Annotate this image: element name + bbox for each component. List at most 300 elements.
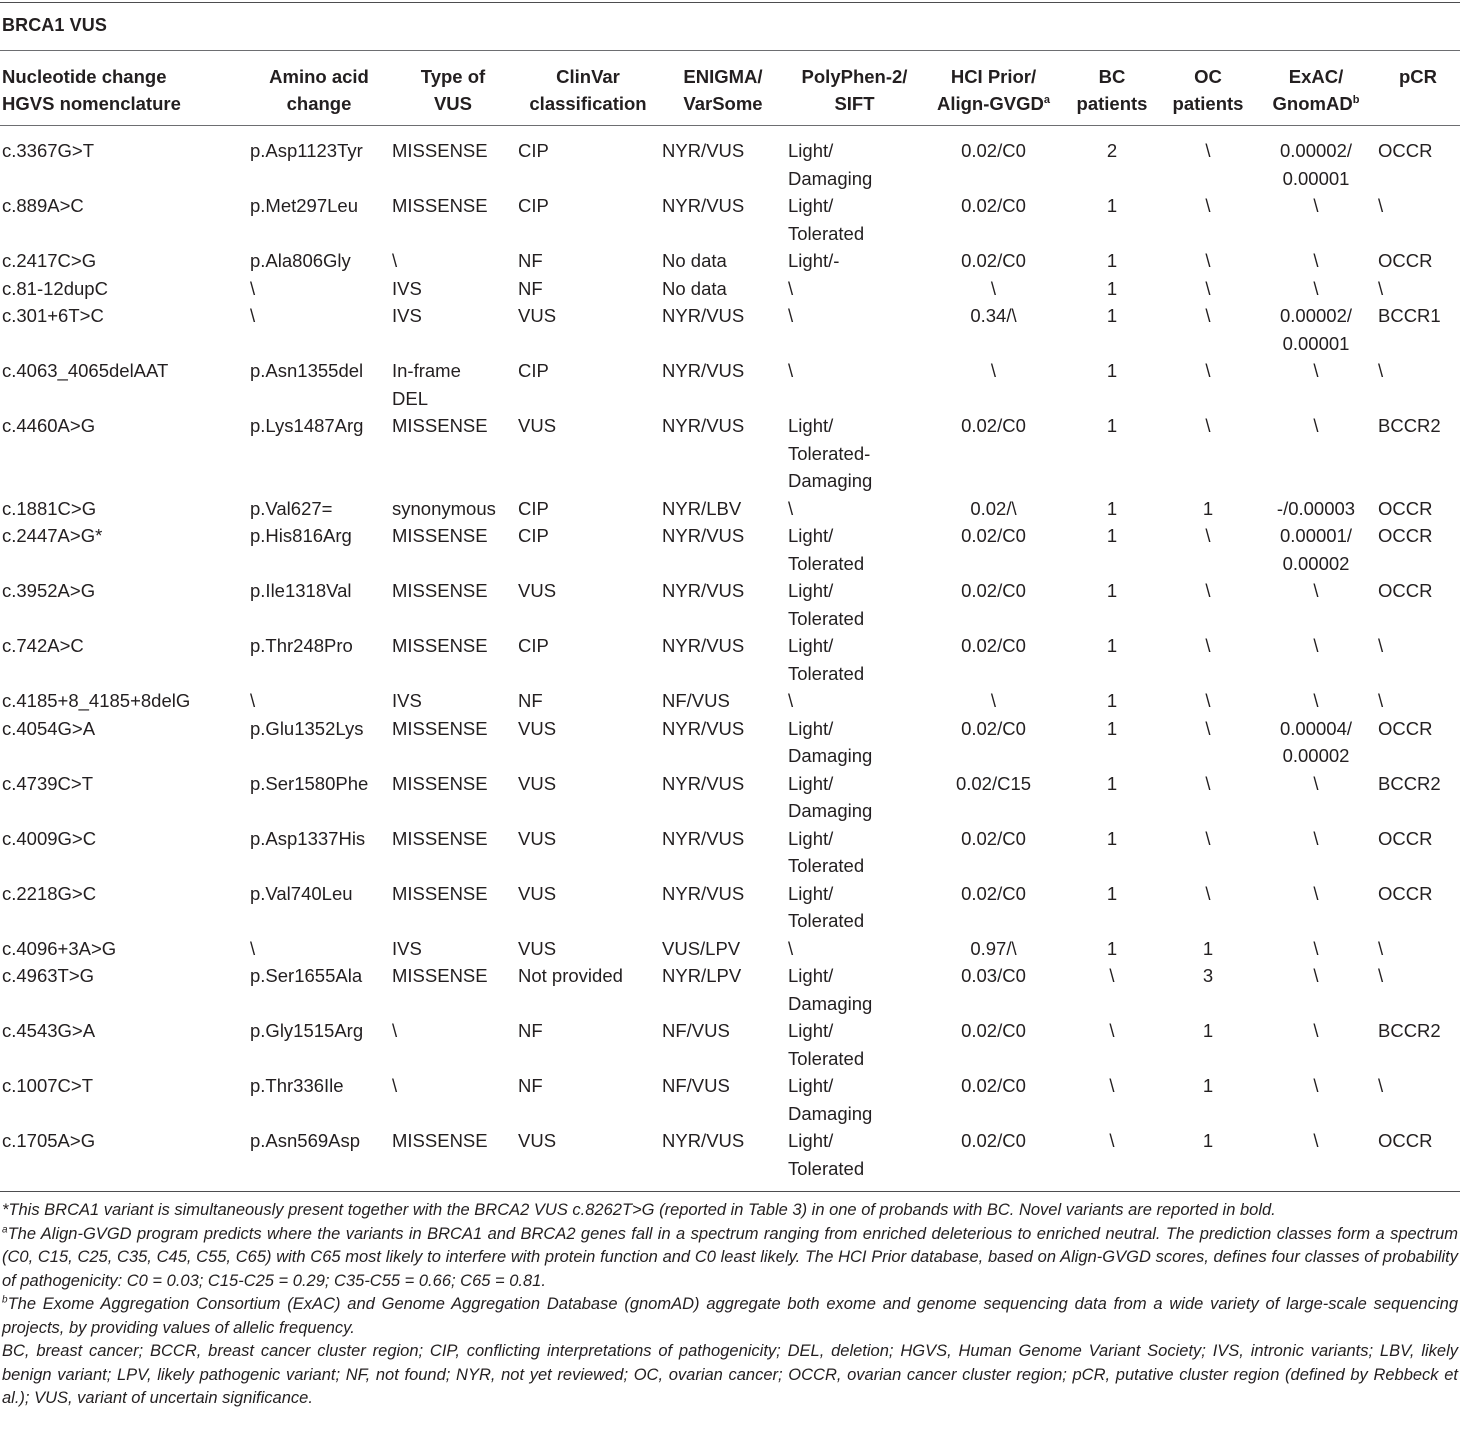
cell-hci-prior-align-gvgd: 0.02/C0 [961, 415, 1026, 436]
cell-amino-acid-change: p.Thr336Ile [250, 1075, 344, 1096]
cell-polyphen-sift: Light/ Tolerated [788, 580, 865, 629]
cell-exac-gnomad: \ [1313, 1020, 1319, 1041]
cell-pcr: OCCR [1378, 1130, 1433, 1151]
cell-clinvar-classification: VUS [518, 717, 557, 739]
cell-hci-prior-align-gvgd: 0.02/C0 [961, 717, 1026, 739]
table-row [0, 715, 1460, 770]
header-line2: change [286, 93, 352, 114]
cell-enigma-varsome: NYR/VUS [662, 305, 745, 326]
cell-amino-acid-change: p.Ser1580Phe [250, 772, 369, 794]
variants-table [0, 60, 1460, 1182]
cell-polyphen-sift: Light/ Tolerated [788, 635, 865, 684]
table-row [0, 522, 1460, 577]
cell-clinvar-classification: NF [518, 277, 543, 299]
column-header-clinvar-classification [516, 60, 660, 126]
cell-amino-acid-change: p.Lys1487Arg [250, 415, 364, 436]
cell-bc-patients: 1 [1106, 717, 1118, 739]
header-line2: patients [1172, 93, 1244, 114]
header-line1: ExAC/ [1288, 66, 1344, 87]
cell-oc-patients: 1 [1202, 1075, 1214, 1096]
cell-oc-patients: \ [1205, 717, 1211, 739]
cell-hci-prior-align-gvgd: 0.02/C0 [961, 250, 1026, 271]
cell-vus-type: MISSENSE [392, 772, 488, 794]
cell-oc-patients: \ [1205, 360, 1211, 381]
cell-exac-gnomad: \ [1313, 827, 1319, 849]
column-header-exac-gnomad [1256, 60, 1376, 126]
cell-bc-patients: 1 [1106, 305, 1118, 326]
cell-polyphen-sift: \ [788, 497, 794, 519]
cell-polyphen-sift: Light/ Damaging [788, 1075, 873, 1124]
cell-amino-acid-change: p.Val740Leu [250, 882, 353, 904]
cell-pcr: \ [1378, 690, 1384, 711]
bottom-rule [0, 1191, 1460, 1192]
cell-amino-acid-change: \ [250, 277, 256, 299]
cell-vus-type: MISSENSE [392, 195, 488, 216]
cell-vus-type: MISSENSE [392, 827, 488, 849]
cell-enigma-varsome: NF/VUS [662, 1020, 730, 1041]
cell-exac-gnomad: \ [1313, 580, 1319, 601]
table-row [0, 1017, 1460, 1072]
cell-nucleotide-change: c.4739C>T [2, 772, 94, 794]
cell-hci-prior-align-gvgd: \ [990, 360, 997, 381]
cell-pcr: BCCR2 [1378, 1020, 1441, 1041]
table-row [0, 825, 1460, 880]
cell-enigma-varsome: NYR/LPV [662, 965, 742, 986]
cell-clinvar-classification: NF [518, 1020, 543, 1041]
cell-oc-patients: 1 [1202, 937, 1214, 959]
cell-oc-patients: 1 [1202, 1020, 1214, 1041]
table-row [0, 247, 1460, 275]
cell-vus-type: MISSENSE [392, 415, 488, 436]
cell-polyphen-sift: Light/- [788, 250, 840, 271]
cell-exac-gnomad: \ [1313, 690, 1319, 711]
cell-bc-patients: 1 [1106, 277, 1118, 299]
table-row [0, 770, 1460, 825]
cell-vus-type: MISSENSE [392, 525, 488, 546]
header-line1: Amino acid [269, 66, 369, 87]
cell-enigma-varsome: NYR/VUS [662, 882, 745, 904]
cell-oc-patients: \ [1205, 772, 1211, 794]
cell-bc-patients: 1 [1106, 690, 1118, 711]
cell-amino-acid-change: p.His816Arg [250, 525, 352, 546]
cell-amino-acid-change: p.Glu1352Lys [250, 717, 364, 739]
cell-hci-prior-align-gvgd: 0.02/C0 [961, 635, 1026, 656]
cell-clinvar-classification: VUS [518, 882, 557, 904]
cell-pcr: OCCR [1378, 525, 1433, 546]
cell-vus-type: IVS [392, 277, 422, 299]
cell-pcr: \ [1378, 277, 1384, 299]
cell-vus-type: IVS [392, 690, 422, 711]
cell-exac-gnomad: \ [1313, 360, 1319, 381]
cell-bc-patients: 2 [1106, 140, 1118, 161]
table-row [0, 632, 1460, 687]
cell-polyphen-sift: Light/ Damaging [788, 140, 873, 189]
cell-hci-prior-align-gvgd: 0.03/C0 [961, 965, 1026, 986]
cell-polyphen-sift: \ [788, 937, 794, 959]
cell-pcr: OCCR [1378, 882, 1433, 904]
cell-amino-acid-change: p.Met297Leu [250, 195, 359, 216]
footnote-text: *This BRCA1 variant is simultaneously present together with the BRCA2 VUS c.8262T>G (reported in Table 3) in one of probands with BC. Novel variants are reported in bold. [2, 1201, 1276, 1219]
cell-nucleotide-change: c.1007C>T [2, 1075, 94, 1096]
cell-nucleotide-change: c.4009G>C [2, 827, 97, 849]
table-row [0, 495, 1460, 523]
cell-hci-prior-align-gvgd: \ [990, 690, 997, 711]
table-row [0, 275, 1460, 303]
cell-exac-gnomad: \ [1313, 772, 1319, 794]
cell-polyphen-sift: Light/ Tolerated [788, 525, 865, 574]
cell-bc-patients: 1 [1106, 580, 1118, 601]
cell-exac-gnomad: 0.00004/ 0.00002 [1279, 717, 1352, 766]
cell-nucleotide-change: c.4063_4065delAAT [2, 360, 169, 381]
cell-exac-gnomad: \ [1313, 250, 1319, 271]
cell-exac-gnomad: 0.00002/ 0.00001 [1279, 305, 1352, 354]
cell-hci-prior-align-gvgd: 0.02/C0 [961, 827, 1026, 849]
cell-hci-prior-align-gvgd: 0.02/\ [970, 497, 1017, 519]
cell-oc-patients: \ [1205, 580, 1211, 601]
cell-enigma-varsome: NYR/VUS [662, 717, 745, 739]
cell-amino-acid-change: p.Asp1337His [250, 827, 366, 849]
footnote-marker: b [2, 1294, 8, 1306]
cell-nucleotide-change: c.2218G>C [2, 882, 97, 904]
cell-nucleotide-change: c.4096+3A>G [2, 937, 117, 959]
cell-hci-prior-align-gvgd: 0.02/C15 [955, 772, 1032, 794]
header-line1: PolyPhen-2/ [801, 66, 908, 87]
cell-polyphen-sift: Light/ Tolerated [788, 827, 865, 876]
cell-pcr: OCCR [1378, 827, 1433, 849]
column-header-polyphen-sift [786, 60, 923, 126]
section-title: BRCA1 VUS [2, 15, 107, 35]
cell-bc-patients: 1 [1106, 525, 1118, 546]
cell-oc-patients: \ [1205, 690, 1211, 711]
cell-bc-patients: \ [1109, 965, 1115, 986]
cell-amino-acid-change: p.Thr248Pro [250, 635, 353, 656]
cell-hci-prior-align-gvgd: 0.02/C0 [961, 1020, 1026, 1041]
header-line2: HGVS nomenclature [2, 93, 181, 114]
cell-vus-type: \ [392, 250, 398, 271]
cell-bc-patients: 1 [1106, 415, 1118, 436]
footnote-text: The Align-GVGD program predicts where the variants in BRCA1 and BRCA2 genes fall in a spectrum ranging from enriched deleterious to enriched neutral. The prediction classes form a spectrum (C0, C15, C25, C35, C45, C55, C65) with C65 most likely to interfere with protein function and C0 least likely. The HCI Prior database, based on Align-GVGD scores, defines four classes of probability of pathogenicity: C0 = 0.03; C15-C25 = 0.29; C35-C55 = 0.66; C65 = 0.81. [2, 1224, 1458, 1290]
cell-enigma-varsome: NYR/VUS [662, 827, 745, 849]
header-line1: ENIGMA/ [683, 66, 763, 87]
cell-polyphen-sift: Light/ Tolerated [788, 1020, 865, 1069]
cell-pcr: \ [1378, 965, 1384, 986]
top-rule [0, 2, 1460, 3]
column-header-nucleotide-change [0, 60, 248, 126]
cell-bc-patients: \ [1109, 1075, 1115, 1096]
cell-vus-type: \ [392, 1075, 398, 1096]
cell-amino-acid-change: p.Asn569Asp [250, 1130, 361, 1151]
cell-amino-acid-change: \ [250, 937, 256, 959]
cell-bc-patients: \ [1109, 1130, 1115, 1151]
cell-exac-gnomad: \ [1313, 195, 1319, 216]
cell-oc-patients: \ [1205, 635, 1211, 656]
cell-polyphen-sift: Light/ Damaging [788, 772, 873, 821]
header-line1: BC [1098, 66, 1126, 87]
table-row [0, 412, 1460, 495]
header-line2: VUS [433, 93, 473, 114]
cell-pcr: OCCR [1378, 580, 1433, 601]
header-line2: VarSome [683, 93, 763, 114]
cell-amino-acid-change: p.Asp1123Tyr [250, 140, 363, 161]
cell-vus-type: MISSENSE [392, 965, 488, 986]
cell-pcr: OCCR [1378, 250, 1433, 271]
cell-oc-patients: \ [1205, 250, 1211, 271]
column-header-hci-prior-align-gvgd [923, 60, 1064, 126]
cell-pcr: \ [1378, 360, 1384, 381]
cell-hci-prior-align-gvgd: 0.02/C0 [961, 580, 1026, 601]
cell-polyphen-sift: \ [788, 690, 794, 711]
cell-oc-patients: \ [1205, 415, 1211, 436]
cell-hci-prior-align-gvgd: 0.02/C0 [961, 525, 1026, 546]
cell-oc-patients: \ [1205, 195, 1211, 216]
table-row [0, 577, 1460, 632]
header-rule [0, 125, 1460, 126]
cell-enigma-varsome: NF/VUS [662, 1075, 730, 1096]
cell-polyphen-sift: \ [788, 360, 794, 381]
cell-nucleotide-change: c.1881C>G [2, 497, 97, 519]
cell-enigma-varsome: NYR/VUS [662, 772, 745, 794]
header-line2: SIFT [834, 93, 875, 114]
cell-bc-patients: 1 [1106, 497, 1118, 519]
cell-amino-acid-change: p.Val627= [250, 497, 333, 519]
cell-exac-gnomad: \ [1313, 277, 1319, 299]
cell-pcr: OCCR [1378, 497, 1433, 519]
cell-pcr: OCCR [1378, 717, 1433, 739]
footnote [2, 1223, 1458, 1294]
header-row [0, 60, 1460, 126]
cell-enigma-varsome: NYR/VUS [662, 525, 745, 546]
header-line1: OC [1194, 66, 1222, 87]
cell-vus-type: MISSENSE [392, 140, 488, 161]
cell-pcr: BCCR2 [1378, 772, 1441, 794]
cell-exac-gnomad: \ [1313, 1130, 1319, 1151]
cell-nucleotide-change: c.889A>C [2, 195, 84, 216]
cell-polyphen-sift: \ [788, 305, 794, 326]
cell-hci-prior-align-gvgd: 0.97/\ [970, 937, 1017, 959]
cell-vus-type: MISSENSE [392, 580, 488, 601]
cell-oc-patients: \ [1205, 305, 1211, 326]
cell-clinvar-classification: CIP [518, 525, 549, 546]
column-header-oc-patients [1160, 60, 1256, 126]
header-footnote-marker: b [1352, 93, 1360, 106]
cell-bc-patients: 1 [1106, 882, 1118, 904]
cell-clinvar-classification: VUS [518, 937, 557, 959]
cell-vus-type: MISSENSE [392, 635, 488, 656]
cell-clinvar-classification: NF [518, 690, 543, 711]
cell-enigma-varsome: No data [662, 250, 727, 271]
cell-pcr: OCCR [1378, 140, 1433, 161]
cell-enigma-varsome: No data [662, 277, 727, 299]
cell-polyphen-sift: \ [788, 277, 794, 299]
footnote-marker: a [2, 1224, 8, 1235]
cell-clinvar-classification: VUS [518, 415, 557, 436]
column-header-bc-patients [1064, 60, 1160, 126]
cell-bc-patients: 1 [1106, 360, 1118, 381]
cell-bc-patients: \ [1109, 1020, 1115, 1041]
cell-clinvar-classification: VUS [518, 827, 557, 849]
cell-clinvar-classification: NF [518, 250, 543, 271]
header-footnote-marker: a [1043, 93, 1050, 106]
cell-oc-patients: \ [1205, 882, 1211, 904]
cell-clinvar-classification: VUS [518, 580, 557, 601]
cell-oc-patients: \ [1205, 525, 1211, 546]
cell-hci-prior-align-gvgd: 0.02/C0 [961, 882, 1026, 904]
cell-amino-acid-change: p.Ile1318Val [250, 580, 352, 601]
cell-pcr: BCCR1 [1378, 305, 1441, 326]
table-row [0, 302, 1460, 357]
cell-amino-acid-change: p.Gly1515Arg [250, 1020, 364, 1041]
cell-enigma-varsome: NYR/VUS [662, 415, 745, 436]
cell-hci-prior-align-gvgd: 0.34/\ [970, 305, 1017, 326]
footnote [2, 1340, 1458, 1411]
footnote-text: The Exome Aggregation Consortium (ExAC) and Genome Aggregation Database (gnomAD) aggregate both exome and genome sequencing data from a wide variety of large-scale sequencing projects, by providing values of allelic frequency. [2, 1295, 1458, 1337]
cell-pcr: \ [1378, 937, 1384, 959]
cell-clinvar-classification: CIP [518, 140, 549, 161]
cell-amino-acid-change: p.Ser1655Ala [250, 965, 363, 986]
table-row [0, 687, 1460, 715]
cell-bc-patients: 1 [1106, 937, 1118, 959]
table-row [0, 935, 1460, 963]
footnotes [2, 1199, 1458, 1411]
cell-bc-patients: 1 [1106, 635, 1118, 656]
cell-clinvar-classification: Not provided [518, 965, 623, 986]
cell-nucleotide-change: c.742A>C [2, 635, 84, 656]
header-line1: ClinVar [556, 66, 620, 87]
cell-polyphen-sift: Light/ Tolerated [788, 882, 865, 931]
cell-exac-gnomad: \ [1313, 415, 1319, 436]
column-header-enigma-varsome [660, 60, 786, 126]
table-row [0, 880, 1460, 935]
cell-nucleotide-change: c.3367G>T [2, 140, 95, 161]
cell-nucleotide-change: c.1705A>G [2, 1130, 96, 1151]
cell-hci-prior-align-gvgd: 0.02/C0 [961, 195, 1026, 216]
cell-bc-patients: 1 [1106, 250, 1118, 271]
cell-clinvar-classification: VUS [518, 772, 557, 794]
cell-pcr: \ [1378, 1075, 1384, 1096]
cell-vus-type: In-frame DEL [392, 360, 461, 409]
table-body [0, 126, 1460, 1182]
cell-enigma-varsome: NYR/VUS [662, 1130, 745, 1151]
cell-exac-gnomad: 0.00002/ 0.00001 [1279, 140, 1352, 189]
cell-amino-acid-change: \ [250, 690, 256, 711]
cell-enigma-varsome: NF/VUS [662, 690, 730, 711]
cell-enigma-varsome: NYR/VUS [662, 360, 745, 381]
cell-nucleotide-change: c.4185+8_4185+8delG [2, 690, 191, 711]
cell-vus-type: MISSENSE [392, 1130, 488, 1151]
cell-clinvar-classification: NF [518, 1075, 543, 1096]
cell-exac-gnomad: -/0.00003 [1276, 497, 1356, 519]
cell-clinvar-classification: VUS [518, 1130, 557, 1151]
cell-oc-patients: \ [1205, 277, 1211, 299]
cell-pcr: \ [1378, 635, 1384, 656]
cell-vus-type: \ [392, 1020, 398, 1041]
table-row [0, 962, 1460, 1017]
header-line1: HCI Prior/ [950, 66, 1037, 87]
footnote [2, 1199, 1458, 1223]
cell-bc-patients: 1 [1106, 772, 1118, 794]
cell-oc-patients: \ [1205, 140, 1211, 161]
cell-vus-type: IVS [392, 937, 422, 959]
cell-polyphen-sift: Light/ Tolerated [788, 1130, 865, 1179]
table-row [0, 357, 1460, 412]
cell-exac-gnomad: \ [1313, 635, 1319, 656]
footnote [2, 1293, 1458, 1340]
cell-polyphen-sift: Light/ Tolerated- Damaging [788, 415, 873, 491]
header-line2: patients [1076, 93, 1148, 114]
cell-exac-gnomad: \ [1313, 882, 1319, 904]
cell-polyphen-sift: Light/ Damaging [788, 965, 873, 1014]
cell-clinvar-classification: CIP [518, 360, 549, 381]
cell-exac-gnomad: \ [1313, 1075, 1319, 1096]
cell-enigma-varsome: VUS/LPV [662, 937, 741, 959]
cell-oc-patients: \ [1205, 827, 1211, 849]
header-line1: Type of [420, 66, 486, 87]
cell-exac-gnomad: 0.00001/ 0.00002 [1279, 525, 1352, 574]
cell-nucleotide-change: c.301+6T>C [2, 305, 104, 326]
cell-oc-patients: 1 [1202, 497, 1214, 519]
cell-pcr: BCCR2 [1378, 415, 1441, 436]
cell-nucleotide-change: c.4963T>G [2, 965, 95, 986]
cell-nucleotide-change: c.81-12dupC [2, 277, 108, 299]
cell-amino-acid-change: p.Asn1355del [250, 360, 364, 381]
cell-hci-prior-align-gvgd: \ [990, 277, 997, 299]
title-rule [0, 50, 1460, 51]
cell-clinvar-classification: CIP [518, 195, 549, 216]
cell-vus-type: IVS [392, 305, 422, 326]
table-row [0, 126, 1460, 192]
cell-clinvar-classification: VUS [518, 305, 557, 326]
cell-oc-patients: 1 [1202, 1130, 1214, 1151]
cell-clinvar-classification: CIP [518, 497, 549, 519]
column-header-amino-acid-change [248, 60, 390, 126]
cell-pcr: \ [1378, 195, 1384, 216]
cell-enigma-varsome: NYR/VUS [662, 580, 745, 601]
column-header-vus-type [390, 60, 516, 126]
cell-amino-acid-change: \ [250, 305, 256, 326]
cell-nucleotide-change: c.4054G>A [2, 717, 96, 739]
cell-enigma-varsome: NYR/VUS [662, 140, 745, 161]
header-line1: pCR [1398, 66, 1438, 87]
cell-vus-type: MISSENSE [392, 717, 488, 739]
cell-clinvar-classification: CIP [518, 635, 549, 656]
footnote-text: BC, breast cancer; BCCR, breast cancer cluster region; CIP, conflicting interpretations of pathogenicity; DEL, deletion; HGVS, Human Genome Variant Society; IVS, intronic variants; LBV, likely benign variant; LPV, likely pathogenic variant; NF, not found; NYR, not yet reviewed; OC, ovarian cancer; OCCR, ovarian cancer cluster region; pCR, putative cluster region (defined by Rebbeck et al.); VUS, variant of uncertain significance. [2, 1342, 1458, 1407]
cell-enigma-varsome: NYR/VUS [662, 195, 745, 216]
table-row [0, 192, 1460, 247]
cell-amino-acid-change: p.Ala806Gly [250, 250, 351, 271]
cell-bc-patients: 1 [1106, 195, 1118, 216]
header-line2: classification [529, 93, 647, 114]
cell-nucleotide-change: c.3952A>G [2, 580, 96, 601]
cell-nucleotide-change: c.4543G>A [2, 1020, 96, 1041]
cell-polyphen-sift: Light/ Damaging [788, 717, 873, 766]
cell-hci-prior-align-gvgd: 0.02/C0 [961, 1130, 1026, 1151]
cell-exac-gnomad: \ [1313, 937, 1319, 959]
header-line2: Align-GVGD [936, 93, 1044, 114]
header-line1: Nucleotide change [2, 66, 167, 87]
cell-oc-patients: 3 [1202, 965, 1214, 986]
cell-nucleotide-change: c.2417C>G [2, 250, 97, 271]
table-row [0, 1127, 1460, 1182]
cell-vus-type: synonymous [392, 497, 496, 519]
cell-hci-prior-align-gvgd: 0.02/C0 [961, 1075, 1026, 1096]
cell-nucleotide-change: c.2447A>G* [2, 525, 103, 546]
cell-hci-prior-align-gvgd: 0.02/C0 [961, 140, 1026, 161]
cell-enigma-varsome: NYR/VUS [662, 635, 745, 656]
table-row [0, 1072, 1460, 1127]
column-header-pcr [1376, 60, 1460, 126]
cell-polyphen-sift: Light/ Tolerated [788, 195, 865, 244]
cell-nucleotide-change: c.4460A>G [2, 415, 96, 436]
